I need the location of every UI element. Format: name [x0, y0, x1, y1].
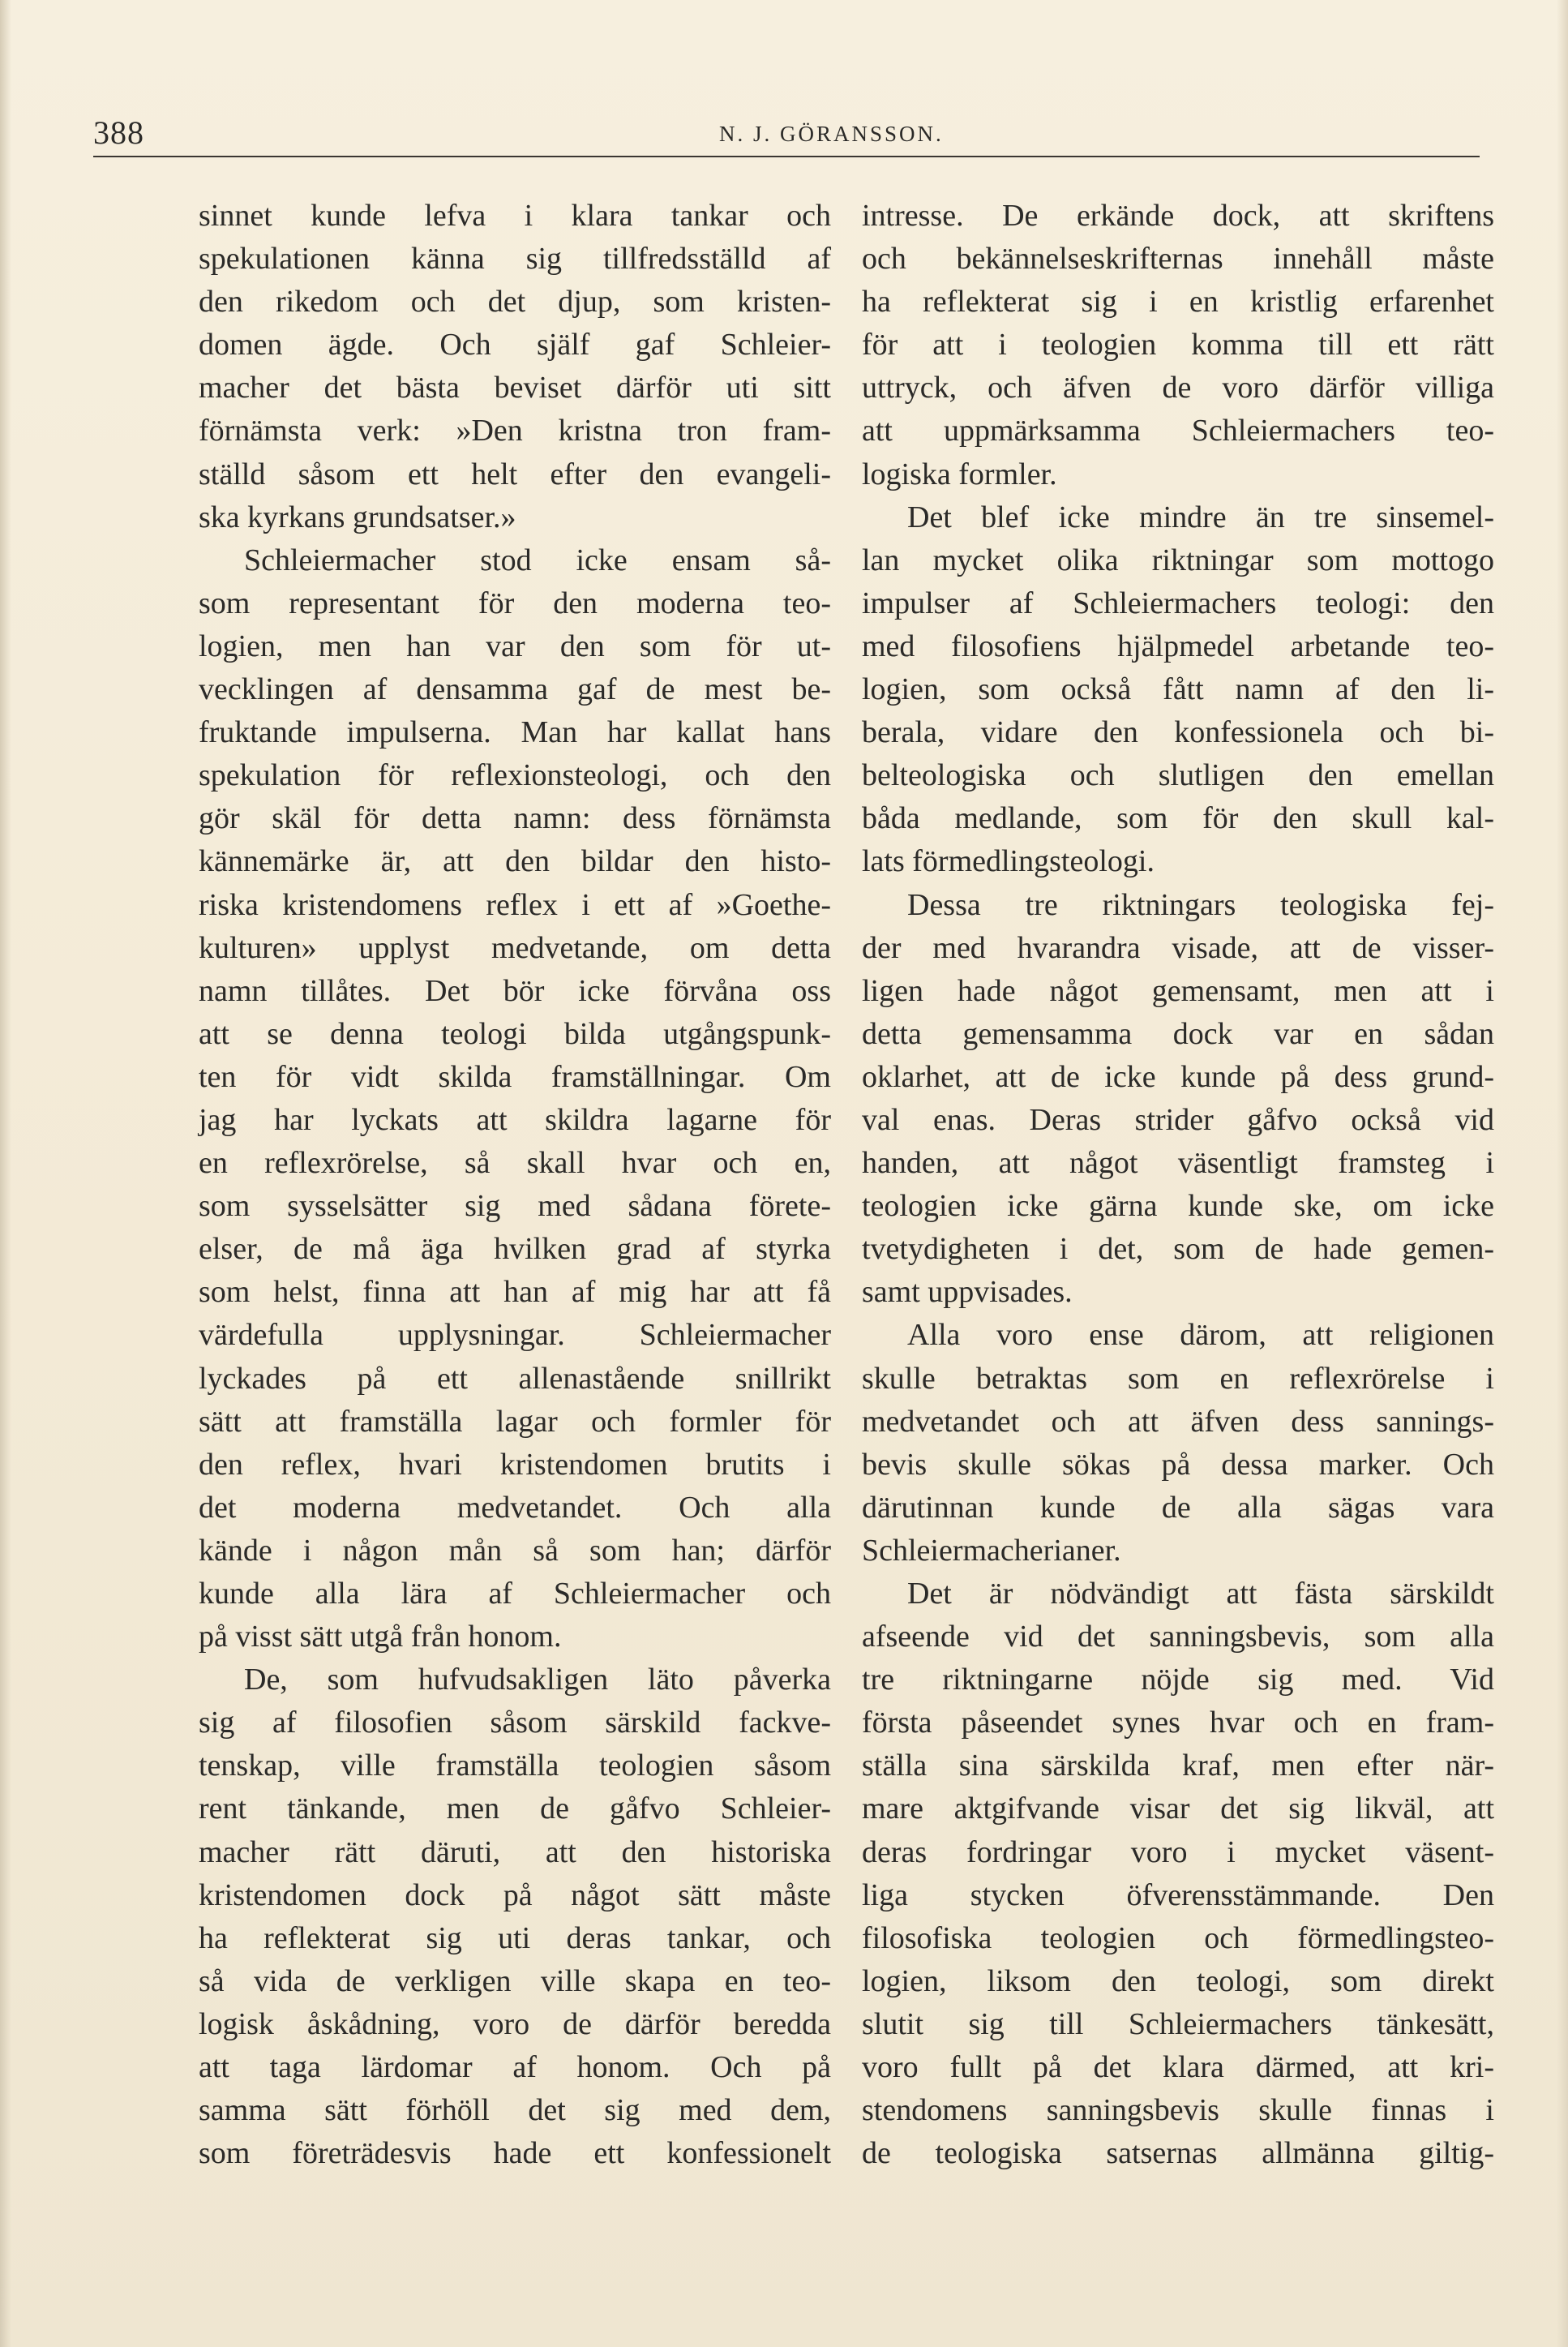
- right-column-text-line: bevis skulle sökas på dessa marker. Och: [862, 1447, 1494, 1482]
- left-column-text-line: sätt att framställa lagar och formler för: [199, 1404, 831, 1439]
- left-column-text-line: riska kristendomens reflex i ett af »Goethe-: [199, 887, 831, 922]
- right-column-text-line: logien, som också fått namn af den li-: [862, 672, 1494, 707]
- left-column-text-line: att se denna teologi bilda utgångspunk-: [199, 1016, 831, 1051]
- left-column-text-line: namn tillåtes. Det bör icke förvåna oss: [199, 973, 831, 1008]
- right-column-text-line: Schleiermacherianer.: [862, 1533, 1121, 1568]
- left-column-text-line: spekulationen känna sig tillfredsställd af: [199, 242, 831, 277]
- left-column-text-line: det moderna medvetandet. Och alla: [199, 1490, 831, 1525]
- left-column-text-line: som representant för den moderna teo-: [199, 586, 831, 620]
- right-column-text-line: att uppmärksamma Schleiermachers teo-: [862, 414, 1494, 448]
- header-rule: [93, 156, 1480, 157]
- left-column-text-line: ha reflekterat sig uti deras tankar, och: [199, 1920, 831, 1955]
- right-column-text-line: voro fullt på det klara därmed, att kri-: [862, 2050, 1494, 2085]
- left-column-text-line: som företrädesvis hade ett konfessionelt: [199, 2136, 831, 2171]
- right-column-text-line: med filosofiens hjälpmedel arbetande teo-: [862, 629, 1494, 663]
- right-column-text-line: skulle betraktas som en reflexrörelse i: [862, 1361, 1494, 1396]
- right-column-text-line: detta gemensamma dock var en sådan: [862, 1016, 1494, 1051]
- left-column-text-line: macher det bästa beviset därför uti sitt: [199, 371, 831, 405]
- right-column-text-line: Det blef icke mindre än tre sinsemel-: [907, 500, 1494, 534]
- left-column-text-line: jag har lyckats att skildra lagarne för: [199, 1102, 831, 1137]
- left-column-text-line: samma sätt förhöll det sig med dem,: [199, 2093, 831, 2128]
- left-column-text-line: Schleiermacher stod icke ensam så-: [244, 543, 831, 577]
- left-column-text-line: förnämsta verk: »Den kristna tron fram-: [199, 414, 831, 448]
- left-column-text-line: kännemärke är, att den bildar den histo-: [199, 844, 831, 879]
- right-column-text-line: de teologiska satsernas allmänna giltig-: [862, 2136, 1494, 2171]
- right-column-text-line: uttryck, och äfven de voro därför villiga: [862, 371, 1494, 405]
- left-column-text-line: macher rätt däruti, att den historiska: [199, 1834, 831, 1869]
- right-text-column: [862, 195, 1494, 2175]
- left-column-text-line: kulturen» upplyst medvetande, om detta: [199, 930, 831, 965]
- left-column-text-line: som helst, finna att han af mig har att få: [199, 1275, 831, 1310]
- left-column-text-line: sinnet kunde lefva i klara tankar och: [199, 199, 831, 233]
- left-column-text-line: lyckades på ett allenastående snillrikt: [199, 1361, 831, 1396]
- left-column-text-line: kände i någon mån så som han; därför: [199, 1533, 831, 1568]
- right-column-text-line: tre riktningarne nöjde sig med. Vid: [862, 1663, 1494, 1697]
- right-column-text-line: teologien icke gärna kunde ske, om icke: [862, 1189, 1494, 1224]
- right-column-text-line: val enas. Deras strider gåfvo också vid: [862, 1102, 1494, 1137]
- right-column-text-line: liga stycken öfverensstämmande. Den: [862, 1877, 1494, 1912]
- right-column-text-line: lats förmedlingsteologi.: [862, 844, 1155, 879]
- running-head: N. J. GÖRANSSON.: [719, 122, 944, 146]
- left-column-text-line: gör skäl för detta namn: dess förnämsta: [199, 801, 831, 836]
- left-column-text-line: elser, de må äga hvilken grad af styrka: [199, 1232, 831, 1267]
- right-column-text-line: ställa sina särskilda kraf, men efter när-: [862, 1748, 1494, 1783]
- right-column-text-line: intresse. De erkände dock, att skriftens: [862, 199, 1494, 233]
- right-column-text-line: Det är nödvändigt att fästa särskildt: [907, 1577, 1494, 1611]
- right-column-text-line: impulser af Schleiermachers teologi: den: [862, 586, 1494, 620]
- left-column-text-line: ten för vidt skilda framställningar. Om: [199, 1059, 831, 1094]
- right-column-text-line: för att i teologien komma till ett rätt: [862, 328, 1494, 363]
- left-column-text-line: kunde alla lära af Schleiermacher och: [199, 1577, 831, 1611]
- right-column-text-line: der med hvarandra visade, att de visser-: [862, 930, 1494, 965]
- right-column-text-line: logiska formler.: [862, 457, 1057, 491]
- right-column-text-line: Alla voro ense därom, att religionen: [907, 1318, 1494, 1353]
- left-text-column: [199, 195, 831, 2175]
- left-column-text-line: värdefulla upplysningar. Schleiermacher: [199, 1318, 831, 1353]
- left-column-text-line: logien, men han var den som för ut-: [199, 629, 831, 663]
- right-column-text-line: afseende vid det sanningsbevis, som alla: [862, 1620, 1494, 1654]
- right-column-text-line: stendomens sanningsbevis skulle finnas i: [862, 2093, 1494, 2128]
- right-column-text-line: båda medlande, som för den skull kal-: [862, 801, 1494, 836]
- left-column-text-line: domen ägde. Och själf gaf Schleier-: [199, 328, 831, 363]
- left-column-text-line: De, som hufvudsakligen läto påverka: [244, 1663, 831, 1697]
- left-column-text-line: ställd såsom ett helt efter den evangeli-: [199, 457, 831, 491]
- right-column-text-line: oklarhet, att de icke kunde på dess grund-: [862, 1059, 1494, 1094]
- right-column-text-line: därutinnan kunde de alla sägas vara: [862, 1490, 1494, 1525]
- left-column-text-line: en reflexrörelse, så skall hvar och en,: [199, 1146, 831, 1181]
- page-header: [93, 114, 1480, 162]
- left-column-text-line: spekulation för reflexionsteologi, och den: [199, 758, 831, 793]
- left-column-text-line: den rikedom och det djup, som kristen-: [199, 285, 831, 320]
- right-column-text-line: logien, liksom den teologi, som direkt: [862, 1963, 1494, 1998]
- left-column-text-line: logisk åskådning, voro de därför beredda: [199, 2006, 831, 2041]
- right-column-text-line: slutit sig till Schleiermachers tänkesätt,: [862, 2006, 1494, 2041]
- right-column-text-line: första påseendet synes hvar och en fram-: [862, 1706, 1494, 1740]
- left-column-text-line: vecklingen af densamma gaf de mest be-: [199, 672, 831, 707]
- right-column-text-line: berala, vidare den konfessionela och bi-: [862, 715, 1494, 750]
- left-column-text-line: att taga lärdomar af honom. Och på: [199, 2050, 831, 2085]
- left-column-text-line: så vida de verkligen ville skapa en teo-: [199, 1963, 831, 1998]
- left-column-text-line: tenskap, ville framställa teologien såsom: [199, 1748, 831, 1783]
- left-column-text-line: rent tänkande, men de gåfvo Schleier-: [199, 1791, 831, 1826]
- left-column-text-line: på visst sätt utgå från honom.: [199, 1620, 562, 1654]
- right-column-text-line: ligen hade något gemensamt, men att i: [862, 973, 1494, 1008]
- right-column-text-line: Dessa tre riktningars teologiska fej-: [907, 887, 1494, 922]
- left-column-text-line: sig af filosofien såsom särskild fackve-: [199, 1706, 831, 1740]
- right-column-text-line: samt uppvisades.: [862, 1275, 1073, 1310]
- left-column-text-line: fruktande impulserna. Man har kallat hans: [199, 715, 831, 750]
- page-number: 388: [93, 114, 144, 151]
- right-column-text-line: belteologiska och slutligen den emellan: [862, 758, 1494, 793]
- left-column-text-line: som sysselsätter sig med sådana förete-: [199, 1189, 831, 1224]
- right-column-text-line: och bekännelseskrifternas innehåll måste: [862, 242, 1494, 277]
- right-column-text-line: tvetydigheten i det, som de hade gemen-: [862, 1232, 1494, 1267]
- right-column-text-line: lan mycket olika riktningar som mottogo: [862, 543, 1494, 577]
- page-edge-shadow-right: [1557, 0, 1568, 2347]
- right-column-text-line: handen, att något väsentligt framsteg i: [862, 1146, 1494, 1181]
- left-column-text-line: ska kyrkans grundsatser.»: [199, 500, 516, 534]
- right-column-text-line: ha reflekterat sig i en kristlig erfarenhet: [862, 285, 1494, 320]
- right-column-text-line: filosofiska teologien och förmedlingsteo-: [862, 1920, 1494, 1955]
- right-column-text-line: deras fordringar voro i mycket väsent-: [862, 1834, 1494, 1869]
- left-column-text-line: kristendomen dock på något sätt måste: [199, 1877, 831, 1912]
- page-edge-shadow-left: [0, 0, 11, 2347]
- right-column-text-line: mare aktgifvande visar det sig likväl, att: [862, 1791, 1494, 1826]
- right-column-text-line: medvetandet och att äfven dess sannings-: [862, 1404, 1494, 1439]
- left-column-text-line: den reflex, hvari kristendomen brutits i: [199, 1447, 831, 1482]
